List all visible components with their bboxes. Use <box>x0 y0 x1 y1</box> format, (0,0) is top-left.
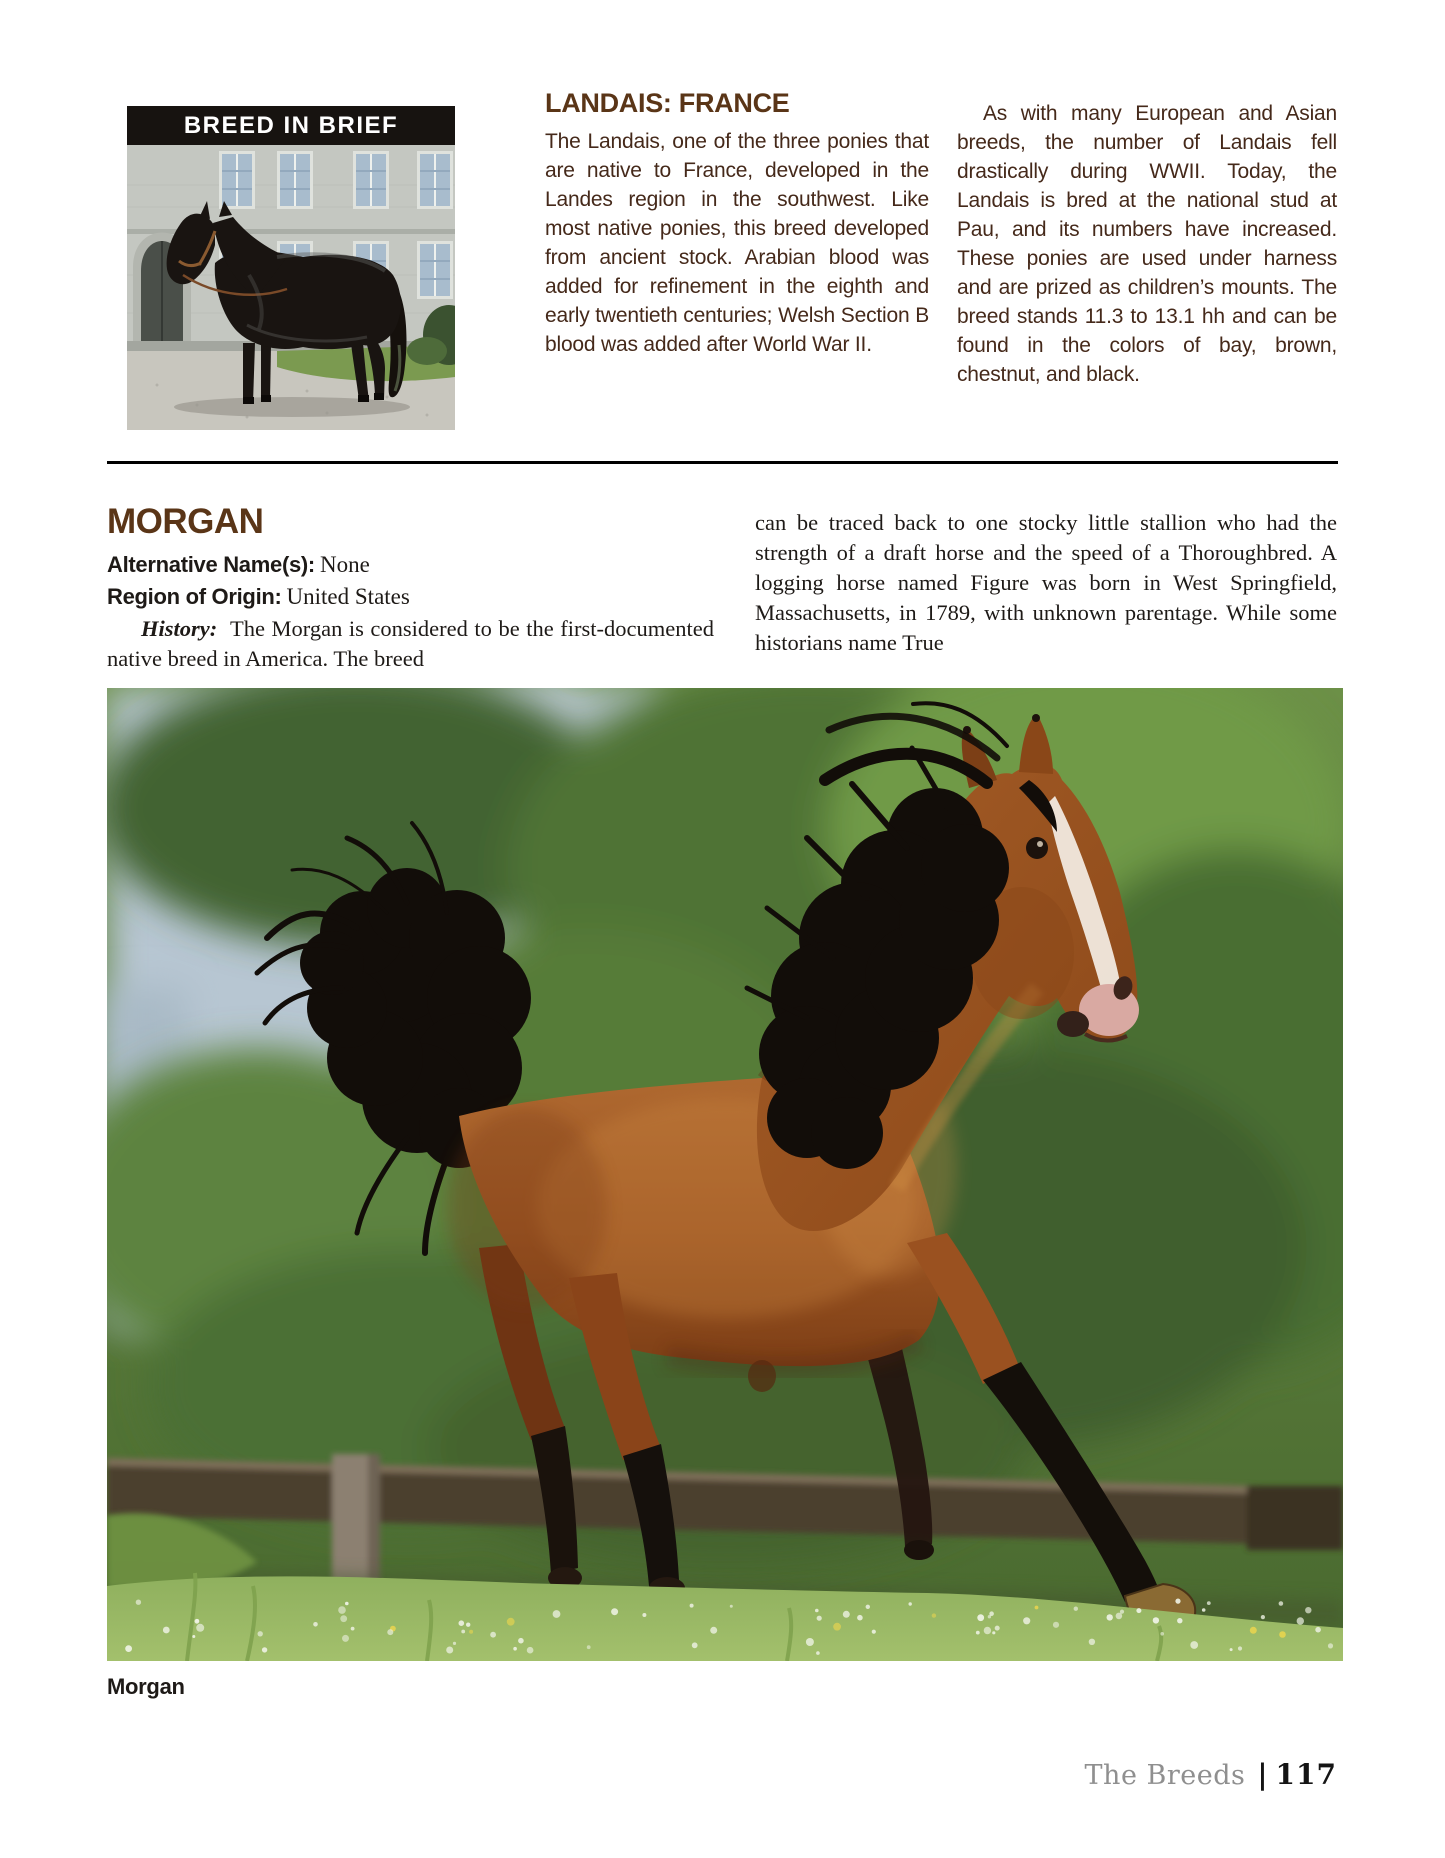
page-footer <box>1085 1758 1337 1791</box>
breed-in-brief-box <box>127 106 455 430</box>
morgan-history-paragraph-1 <box>107 614 714 674</box>
photo-caption: Morgan <box>107 1674 185 1699</box>
morgan-column-2 <box>755 508 1337 658</box>
region-of-origin-row <box>107 581 714 613</box>
morgan-column-1 <box>107 503 714 674</box>
morgan-photo <box>107 688 1343 1661</box>
landais-pony-photo <box>127 145 455 430</box>
alternative-names-value: None <box>319 552 370 577</box>
page-number: 117 <box>1275 1758 1337 1791</box>
landais-heading: LANDAIS: FRANCE <box>545 88 790 118</box>
breed-in-brief-banner: BREED IN BRIEF <box>127 106 455 145</box>
history-text: The Morgan is considered to be the first-documented native breed in America. The breed <box>107 616 715 671</box>
region-of-origin-value: United States <box>286 584 410 609</box>
morgan-heading: MORGAN <box>107 502 264 541</box>
alternative-names-row <box>107 549 714 581</box>
landais-column-2 <box>957 99 1337 389</box>
footer-section-title: The Breeds <box>1084 1760 1246 1791</box>
landais-paragraph-1: The Landais, one of the three ponies that are native to France, developed in the Landes region in the southwest. Like most native ponies, this breed developed from ancient stock. Arabian blood was added for refinement in the eighth and early twentieth centuries; Welsh Section B blood was added after World War II. <box>545 130 929 356</box>
region-of-origin-label: Region of Origin: <box>107 584 282 609</box>
footer-separator: | <box>1257 1758 1268 1791</box>
alternative-names-label: Alternative Name(s): <box>107 552 315 577</box>
landais-column-1 <box>545 88 929 359</box>
morgan-history-paragraph-2: can be traced back to one stocky little stallion who had the strength of a draft horse and the speed of a Thoroughbred. A logging horse named Figure was born in West Springfield, Massachusetts, in 1789, with unknown parentage. While some historians name True <box>755 510 1337 655</box>
landais-paragraph-2: As with many European and Asian breeds, the number of Landais fell drastically during WWII. Today, the Landais is bred at the national stud at Pau, and its numbers have increased. These ponies are used under harness and are prized as children’s mounts. The breed stands 11.3 to 13.1 hh and can be found in the colors of bay, brown, chestnut, and black. <box>957 102 1337 386</box>
section-divider <box>107 461 1338 464</box>
history-label: History: <box>141 616 218 641</box>
